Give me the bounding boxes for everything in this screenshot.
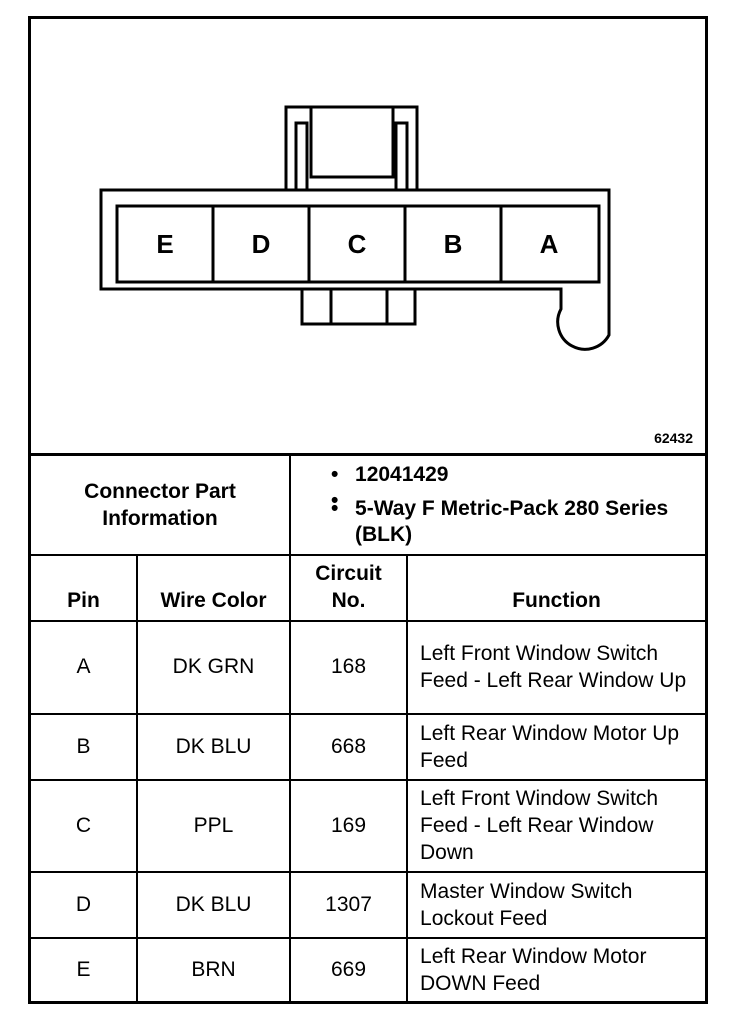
wire-color-cell: DK GRN bbox=[137, 621, 290, 714]
table-row bbox=[31, 714, 705, 780]
header-row bbox=[31, 555, 705, 621]
pin-cell: A bbox=[31, 621, 137, 714]
connector-sheet bbox=[28, 16, 708, 1004]
cavity-label-b: B bbox=[443, 229, 463, 259]
part-info-row bbox=[31, 455, 705, 555]
header-function: Function bbox=[407, 555, 705, 621]
circuit-cell: 169 bbox=[290, 780, 407, 872]
wire-color-cell: PPL bbox=[137, 780, 290, 872]
circuit-cell: 168 bbox=[290, 621, 407, 714]
function-cell: Left Front Window Switch Feed - Left Rear Window Up bbox=[407, 621, 705, 714]
circuit-cell: 668 bbox=[290, 714, 407, 780]
function-cell: Master Window Switch Lockout Feed bbox=[407, 872, 705, 938]
function-cell: Left Front Window Switch Feed - Left Rear Window Down bbox=[407, 780, 705, 872]
connector-diagram bbox=[31, 19, 705, 453]
table-row bbox=[31, 780, 705, 872]
part-number: • 12041429 bbox=[331, 462, 705, 488]
cavity-label-c: C bbox=[347, 229, 367, 259]
part-info-list bbox=[290, 455, 705, 555]
circuit-cell: 669 bbox=[290, 938, 407, 1002]
pin-cell: B bbox=[31, 714, 137, 780]
wire-color-cell: DK BLU bbox=[137, 714, 290, 780]
table-row bbox=[31, 621, 705, 714]
cavity-label-d: D bbox=[251, 229, 271, 259]
part-description: • 5-Way F Metric-Pack 280 Series (BLK) bbox=[331, 496, 705, 548]
wire-color-cell: DK BLU bbox=[137, 872, 290, 938]
part-info-label: Connector Part Information bbox=[31, 455, 290, 555]
cavity-label-e: E bbox=[156, 229, 174, 259]
connector-info-table bbox=[31, 453, 705, 1002]
function-cell: Left Rear Window Motor DOWN Feed bbox=[407, 938, 705, 1002]
pin-cell: E bbox=[31, 938, 137, 1002]
header-pin: Pin bbox=[31, 555, 137, 621]
figure-number: 62432 bbox=[654, 430, 693, 446]
pin-cell: C bbox=[31, 780, 137, 872]
circuit-cell: 1307 bbox=[290, 872, 407, 938]
table-row bbox=[31, 938, 705, 1002]
connector-drawing bbox=[31, 19, 705, 453]
header-wire-color: Wire Color bbox=[137, 555, 290, 621]
table-row bbox=[31, 872, 705, 938]
header-circuit: Circuit No. bbox=[290, 555, 407, 621]
pin-cell: D bbox=[31, 872, 137, 938]
cavity-label-a: A bbox=[539, 229, 559, 259]
wire-color-cell: BRN bbox=[137, 938, 290, 1002]
function-cell: Left Rear Window Motor Up Feed bbox=[407, 714, 705, 780]
